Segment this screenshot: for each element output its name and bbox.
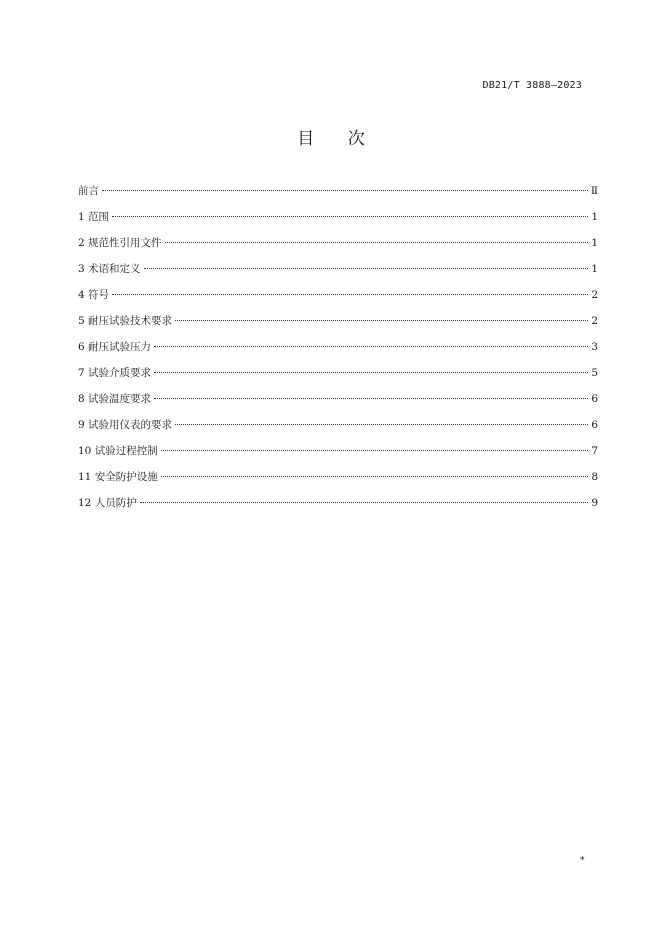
toc-entry-page: 1 bbox=[591, 237, 598, 249]
toc-entry[interactable] bbox=[78, 287, 598, 313]
toc-entry[interactable] bbox=[78, 495, 598, 521]
toc-entry-label: 1 范围 bbox=[78, 211, 110, 223]
toc-entry-label: 3 术语和定义 bbox=[78, 263, 141, 275]
toc-entry-page: 6 bbox=[591, 419, 598, 431]
toc-entry[interactable] bbox=[78, 313, 598, 339]
toc-leader-dots bbox=[154, 346, 588, 347]
toc-entry[interactable] bbox=[78, 443, 598, 469]
toc-entry-page: 6 bbox=[591, 393, 598, 405]
toc-leader-dots bbox=[154, 372, 588, 373]
toc-entry-page: 2 bbox=[591, 289, 598, 301]
toc-entry-page: 7 bbox=[591, 445, 598, 457]
toc-entry-page: 3 bbox=[591, 341, 598, 353]
toc-entry-label: 12 人员防护 bbox=[78, 497, 137, 509]
toc-entry-page: 1 bbox=[591, 263, 598, 275]
toc-leader-dots bbox=[161, 450, 589, 451]
table-of-contents bbox=[78, 183, 598, 521]
toc-entry-label: 6 耐压试验压力 bbox=[78, 341, 152, 353]
toc-entry-page: Ⅱ bbox=[590, 185, 598, 197]
toc-entry-page: 8 bbox=[591, 471, 598, 483]
toc-entry[interactable] bbox=[78, 339, 598, 365]
toc-entry-label: 前言 bbox=[78, 185, 99, 197]
toc-entry[interactable] bbox=[78, 209, 598, 235]
toc-leader-dots bbox=[102, 190, 588, 191]
toc-entry-label: 4 符号 bbox=[78, 289, 110, 301]
toc-entry[interactable] bbox=[78, 469, 598, 495]
toc-entry[interactable] bbox=[78, 261, 598, 287]
document-code: DB21/T 3888—2023 bbox=[482, 80, 582, 91]
footer-mark: * bbox=[580, 856, 585, 866]
toc-entry[interactable] bbox=[78, 417, 598, 443]
toc-leader-dots bbox=[175, 320, 588, 321]
toc-entry[interactable] bbox=[78, 235, 598, 261]
toc-entry-page: 2 bbox=[591, 315, 598, 327]
toc-entry-page: 9 bbox=[591, 497, 598, 509]
toc-entry-label: 5 耐压试验技术要求 bbox=[78, 315, 173, 327]
toc-entry-page: 5 bbox=[591, 367, 598, 379]
toc-leader-dots bbox=[175, 424, 588, 425]
toc-entry-page: 1 bbox=[591, 211, 598, 223]
toc-entry[interactable] bbox=[78, 391, 598, 417]
toc-leader-dots bbox=[140, 502, 589, 503]
toc-entry-label: 7 试验介质要求 bbox=[78, 367, 152, 379]
page-title: 目 次 bbox=[297, 129, 379, 149]
toc-entry-label: 2 规范性引用文件 bbox=[78, 237, 162, 249]
toc-entry[interactable] bbox=[78, 183, 598, 209]
toc-leader-dots bbox=[112, 216, 588, 217]
toc-leader-dots bbox=[144, 268, 589, 269]
toc-leader-dots bbox=[165, 242, 589, 243]
toc-leader-dots bbox=[112, 294, 588, 295]
toc-leader-dots bbox=[161, 476, 589, 477]
toc-entry-label: 10 试验过程控制 bbox=[78, 445, 158, 457]
toc-entry-label: 8 试验温度要求 bbox=[78, 393, 152, 405]
toc-entry-label: 11 安全防护设施 bbox=[78, 471, 158, 483]
toc-leader-dots bbox=[154, 398, 588, 399]
toc-entry[interactable] bbox=[78, 365, 598, 391]
toc-entry-label: 9 试验用仪表的要求 bbox=[78, 419, 173, 431]
